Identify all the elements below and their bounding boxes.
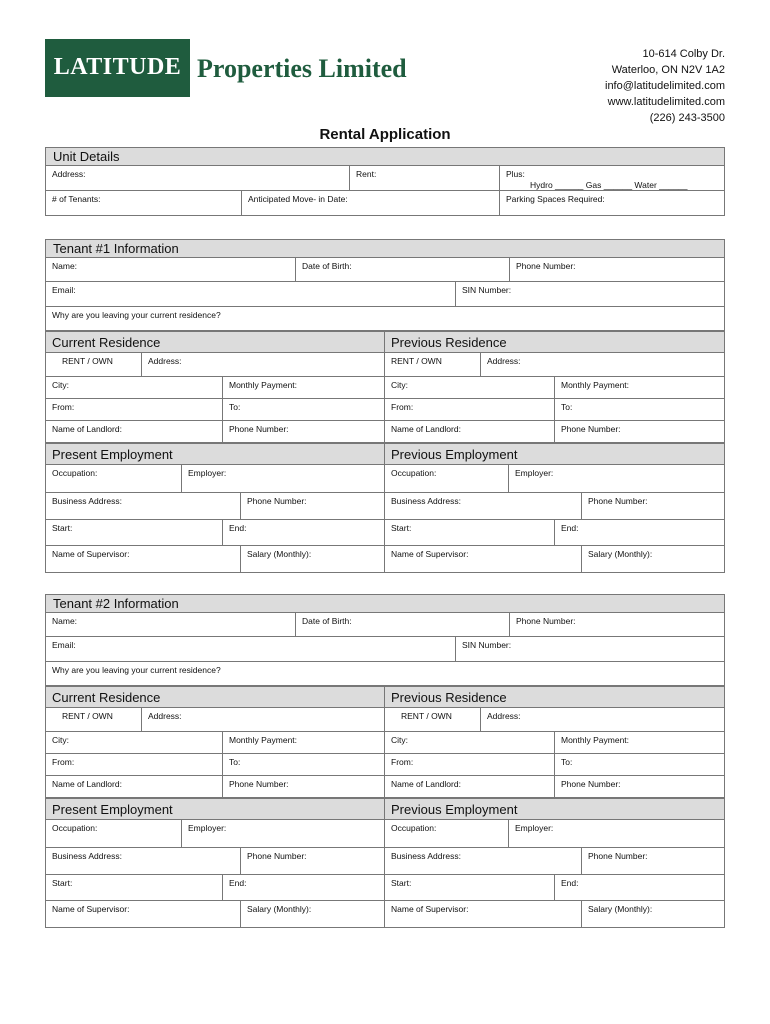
current-from-field[interactable]: From: <box>46 399 223 420</box>
contact-website: www.latitudelimited.com <box>607 96 725 108</box>
personal-row-2 <box>45 637 725 662</box>
logo-text: Properties Limited <box>197 54 407 83</box>
personal-row-1 <box>45 258 725 282</box>
employment-row-2 <box>45 493 725 520</box>
residence-row-4 <box>45 776 725 798</box>
current-city-field[interactable]: City: <box>46 377 223 398</box>
plus-label: Plus: <box>506 169 525 179</box>
previous-end-field[interactable]: End: <box>561 523 579 533</box>
current-city-field[interactable]: City: <box>46 732 223 753</box>
email-field[interactable]: Email: <box>46 282 456 306</box>
previous-business-address-field[interactable]: Business Address: <box>385 493 582 519</box>
previous-address-field[interactable]: Address: <box>487 356 521 366</box>
current-address-field[interactable]: Address: <box>142 708 385 731</box>
residence-row-2 <box>45 732 725 754</box>
current-to-field[interactable]: To: <box>223 399 385 420</box>
present-business-address-field[interactable]: Business Address: <box>46 848 241 874</box>
previous-city-field[interactable]: City: <box>385 732 555 753</box>
logo-box-text: LATITUDE <box>53 54 182 80</box>
previous-occupation-field[interactable]: Occupation: <box>385 820 509 847</box>
present-salary-field[interactable]: Salary (Monthly): <box>241 546 385 572</box>
previous-employment-heading: Previous Employment <box>384 798 725 820</box>
previous-salary-field[interactable]: Salary (Monthly): <box>588 549 653 559</box>
previous-from-field[interactable]: From: <box>385 399 555 420</box>
current-landlord-field[interactable]: Name of Landlord: <box>46 776 223 797</box>
residence-row-3 <box>45 754 725 776</box>
current-residence-heading: Current Residence <box>45 686 385 708</box>
plus-utilities-field[interactable] <box>500 166 724 190</box>
previous-employer-field[interactable]: Employer: <box>515 468 554 478</box>
current-landlord-field[interactable]: Name of Landlord: <box>46 421 223 442</box>
employment-row-1 <box>45 820 725 848</box>
residence-row-4 <box>45 421 725 443</box>
current-monthly-payment-field[interactable]: Monthly Payment: <box>223 732 385 753</box>
unit-address-field[interactable]: Address: <box>46 166 350 190</box>
previous-employment-heading: Previous Employment <box>384 443 725 465</box>
present-employment-heading: Present Employment <box>45 443 385 465</box>
email-field[interactable]: Email: <box>46 637 456 661</box>
address-line-2: Waterloo, ON N2V 1A2 <box>611 64 725 76</box>
company-logo <box>45 39 407 99</box>
previous-salary-field[interactable]: Salary (Monthly): <box>588 904 653 914</box>
move-in-date-field[interactable]: Anticipated Move- in Date: <box>242 191 500 215</box>
current-to-field[interactable]: To: <box>223 754 385 775</box>
present-business-phone-field[interactable]: Phone Number: <box>241 493 385 519</box>
current-rent-own[interactable]: RENT / OWN <box>46 708 142 731</box>
personal-row-3 <box>45 662 725 686</box>
employment-row-4 <box>45 901 725 928</box>
num-tenants-field[interactable]: # of Tenants: <box>46 191 242 215</box>
parking-field[interactable]: Parking Spaces Required: <box>506 194 605 204</box>
section-heading: Tenant #2 Information <box>45 594 725 613</box>
employment-row-3 <box>45 875 725 901</box>
name-field[interactable]: Name: <box>46 258 296 281</box>
present-salary-field[interactable]: Salary (Monthly): <box>241 901 385 927</box>
present-supervisor-field[interactable]: Name of Supervisor: <box>46 901 241 927</box>
residence-row-3 <box>45 399 725 421</box>
phone-field[interactable]: Phone Number: <box>516 616 576 626</box>
phone-field[interactable]: Phone Number: <box>516 261 576 271</box>
present-end-field[interactable]: End: <box>223 520 385 545</box>
previous-end-field[interactable]: End: <box>561 878 579 888</box>
personal-row-1 <box>45 613 725 637</box>
present-employer-field[interactable]: Employer: <box>182 465 385 492</box>
contact-phone: (226) 243-3500 <box>649 112 725 124</box>
personal-row-3 <box>45 307 725 331</box>
employment-row-1 <box>45 465 725 493</box>
employment-row-3 <box>45 520 725 546</box>
name-field[interactable]: Name: <box>46 613 296 636</box>
previous-occupation-field[interactable]: Occupation: <box>385 465 509 492</box>
previous-landlord-phone-field[interactable]: Phone Number: <box>561 779 621 789</box>
present-occupation-field[interactable]: Occupation: <box>46 820 182 847</box>
personal-row-2 <box>45 282 725 307</box>
residence-row-1 <box>45 708 725 732</box>
address-line-1: 10-614 Colby Dr. <box>642 48 725 60</box>
present-occupation-field[interactable]: Occupation: <box>46 465 182 492</box>
contact-email: info@latitudelimited.com <box>605 80 725 92</box>
previous-business-phone-field[interactable]: Phone Number: <box>588 851 648 861</box>
previous-supervisor-field[interactable]: Name of Supervisor: <box>385 546 582 572</box>
previous-start-field[interactable]: Start: <box>385 875 555 900</box>
previous-business-phone-field[interactable]: Phone Number: <box>588 496 648 506</box>
dob-field[interactable]: Date of Birth: <box>296 258 510 281</box>
utilities-line: Hydro ______ Gas ______ Water ______ <box>530 180 688 190</box>
employment-row-2 <box>45 848 725 875</box>
previous-landlord-phone-field[interactable]: Phone Number: <box>561 424 621 434</box>
previous-landlord-field[interactable]: Name of Landlord: <box>385 776 555 797</box>
company-contact <box>605 46 725 126</box>
section-heading: Unit Details <box>45 147 725 166</box>
dob-field[interactable]: Date of Birth: <box>296 613 510 636</box>
current-from-field[interactable]: From: <box>46 754 223 775</box>
logo-box <box>45 39 190 97</box>
document-title: Rental Application <box>319 126 451 143</box>
previous-address-field[interactable]: Address: <box>487 711 521 721</box>
previous-to-field[interactable]: To: <box>561 757 573 767</box>
residence-row-1 <box>45 353 725 377</box>
previous-residence-heading: Previous Residence <box>384 331 725 353</box>
current-landlord-phone-field[interactable]: Phone Number: <box>223 421 385 442</box>
present-supervisor-field[interactable]: Name of Supervisor: <box>46 546 241 572</box>
sin-field[interactable]: SIN Number: <box>462 640 512 650</box>
present-start-field[interactable]: Start: <box>46 520 223 545</box>
unit-row-1 <box>45 166 725 191</box>
rent-field[interactable]: Rent: <box>350 166 500 190</box>
current-monthly-payment-field[interactable]: Monthly Payment: <box>223 377 385 398</box>
current-rent-own[interactable]: RENT / OWN <box>46 353 142 376</box>
previous-landlord-field[interactable]: Name of Landlord: <box>385 421 555 442</box>
present-start-field[interactable]: Start: <box>46 875 223 900</box>
present-employer-field[interactable]: Employer: <box>182 820 385 847</box>
present-employment-heading: Present Employment <box>45 798 385 820</box>
previous-business-address-field[interactable]: Business Address: <box>385 848 582 874</box>
previous-supervisor-field[interactable]: Name of Supervisor: <box>385 901 582 927</box>
unit-row-2 <box>45 191 725 216</box>
previous-rent-own[interactable]: RENT / OWN <box>385 708 481 731</box>
current-address-field[interactable]: Address: <box>142 353 385 376</box>
sin-field[interactable]: SIN Number: <box>462 285 512 295</box>
residence-row-2 <box>45 377 725 399</box>
reason-leaving-field[interactable]: Why are you leaving your current residence? <box>52 665 221 675</box>
current-landlord-phone-field[interactable]: Phone Number: <box>223 776 385 797</box>
previous-from-field[interactable]: From: <box>385 754 555 775</box>
previous-city-field[interactable]: City: <box>385 377 555 398</box>
previous-rent-own[interactable]: RENT / OWN <box>385 353 481 376</box>
present-business-phone-field[interactable]: Phone Number: <box>241 848 385 874</box>
present-business-address-field[interactable]: Business Address: <box>46 493 241 519</box>
current-residence-heading: Current Residence <box>45 331 385 353</box>
present-end-field[interactable]: End: <box>223 875 385 900</box>
previous-monthly-payment-field[interactable]: Monthly Payment: <box>561 380 630 390</box>
previous-to-field[interactable]: To: <box>561 402 573 412</box>
previous-employer-field[interactable]: Employer: <box>515 823 554 833</box>
employment-row-4 <box>45 546 725 573</box>
previous-residence-heading: Previous Residence <box>384 686 725 708</box>
reason-leaving-field[interactable]: Why are you leaving your current residence? <box>52 310 221 320</box>
section-heading: Tenant #1 Information <box>45 239 725 258</box>
previous-start-field[interactable]: Start: <box>385 520 555 545</box>
previous-monthly-payment-field[interactable]: Monthly Payment: <box>561 735 630 745</box>
